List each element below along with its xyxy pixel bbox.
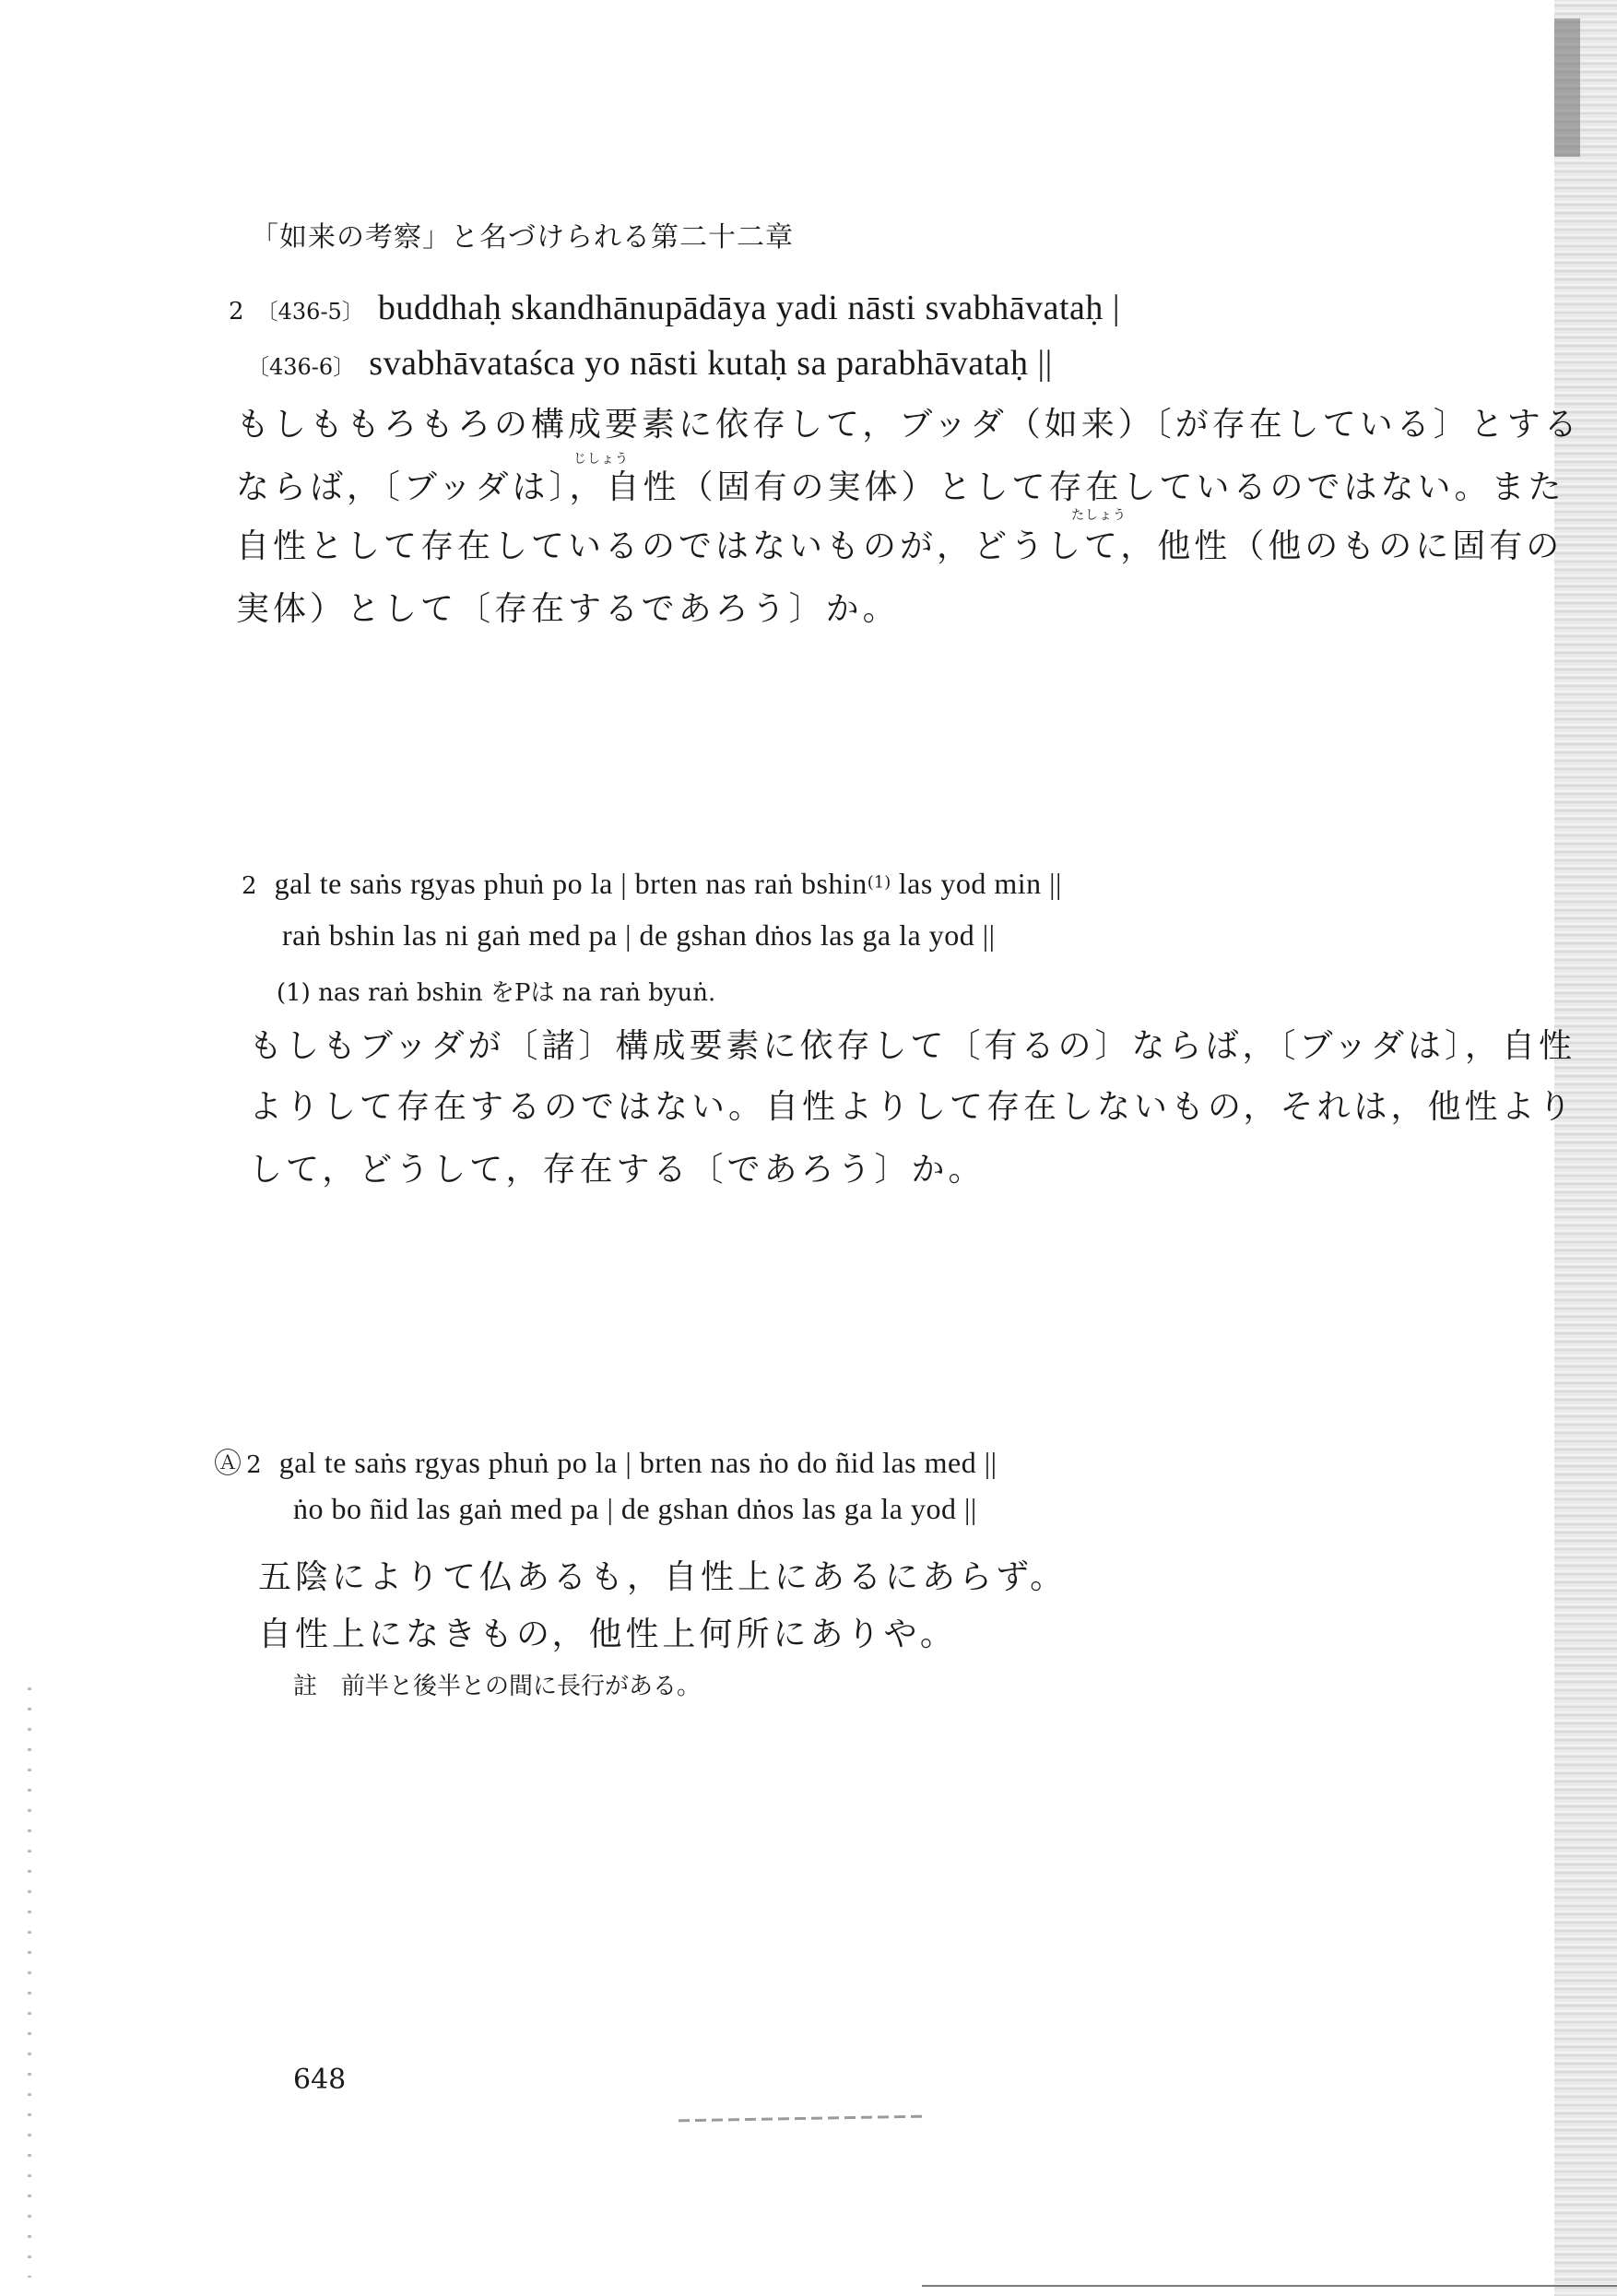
variant-note: 註 前半と後半との間に長行がある。 bbox=[293, 1673, 702, 1700]
verse-number: 2 bbox=[229, 298, 244, 325]
sanskrit-text: svabhāvataśca yo nāsti kutaḥ sa parabhāvataḥ || bbox=[369, 344, 1053, 383]
bottom-edge-line bbox=[922, 2285, 1617, 2287]
tibetan-line-2: raṅ bshin las ni gaṅ med pa | de gshan dṅos las ga la yod || bbox=[282, 918, 996, 952]
jp-tibetan-line-2: よりして存在するのではない。自性よりして存在しないもの，それは，他性より bbox=[249, 1088, 1576, 1126]
footnote-marker: (1) bbox=[867, 872, 891, 893]
variant-line-1 bbox=[214, 1440, 997, 1481]
verse-number: 2 bbox=[242, 872, 257, 900]
page-edge-dark-mark bbox=[1554, 18, 1580, 157]
sanskrit-line-2 bbox=[247, 343, 1053, 384]
jp-translation-line-1: もしももろもろの構成要素に依存して，ブッダ（如来）〔が存在している〕とする bbox=[236, 406, 1581, 444]
bottom-scribble bbox=[679, 2115, 927, 2123]
left-margin-dots bbox=[28, 1687, 31, 2278]
kanbun-line-1: 五陰によりて仏あるも，自性上にあるにあらず。 bbox=[258, 1558, 1068, 1596]
jp-translation-line-3: 自性として存在しているのではないものが，どうして，他性（他のものに固有の bbox=[236, 527, 1564, 565]
tibetan-line-1 bbox=[242, 867, 1062, 901]
ruby-tashou: たしょう bbox=[1071, 508, 1127, 523]
variant-tibetan-text: gal te saṅs rgyas phuṅ po la | brten nas ṅo do ñid las med || bbox=[278, 1446, 997, 1479]
tibetan-footnote: (1) nas raṅ bshin をPは na raṅ byuṅ. bbox=[277, 979, 716, 1007]
line-reference: 〔436-6〕 bbox=[247, 354, 356, 380]
variant-mark: Ⓐ bbox=[214, 1448, 242, 1480]
jp-tibetan-line-1: もしもブッダが〔諸〕構成要素に依存して〔有るの〕ならば，〔ブッダは〕，自性 bbox=[249, 1027, 1576, 1065]
jp-translation-line-2: ならば，〔ブッダは〕，自性（固有の実体）として存在しているのではない。また bbox=[236, 468, 1565, 506]
page-number: 648 bbox=[293, 2064, 347, 2096]
sanskrit-text: buddhaḥ skandhānupādāya yadi nāsti svabhāvataḥ | bbox=[377, 289, 1121, 327]
kanbun-line-2: 自性上になきもの，他性上何所にありや。 bbox=[258, 1615, 957, 1653]
jp-translation-line-4: 実体）として〔存在するであろう〕か。 bbox=[236, 590, 900, 628]
chapter-header: 「如来の考察」と名づけられる第二十二章 bbox=[251, 221, 794, 254]
tibetan-text-a: gal te saṅs rgyas phuṅ po la | brten nas raṅ bshin bbox=[274, 867, 868, 900]
line-reference: 〔436-5〕 bbox=[255, 299, 364, 325]
tibetan-text-b: las yod min || bbox=[891, 867, 1062, 900]
ruby-jishou: じしょう bbox=[573, 452, 629, 467]
jp-tibetan-line-3: して，どうして，存在する〔であろう〕か。 bbox=[249, 1151, 986, 1189]
variant-line-2: ṅo bo ñid las gaṅ med pa | de gshan dṅos las ga la yod || bbox=[293, 1492, 977, 1525]
sanskrit-line-1 bbox=[229, 288, 1120, 328]
page-edge-shadow bbox=[1554, 0, 1617, 2296]
verse-number: 2 bbox=[246, 1451, 262, 1479]
